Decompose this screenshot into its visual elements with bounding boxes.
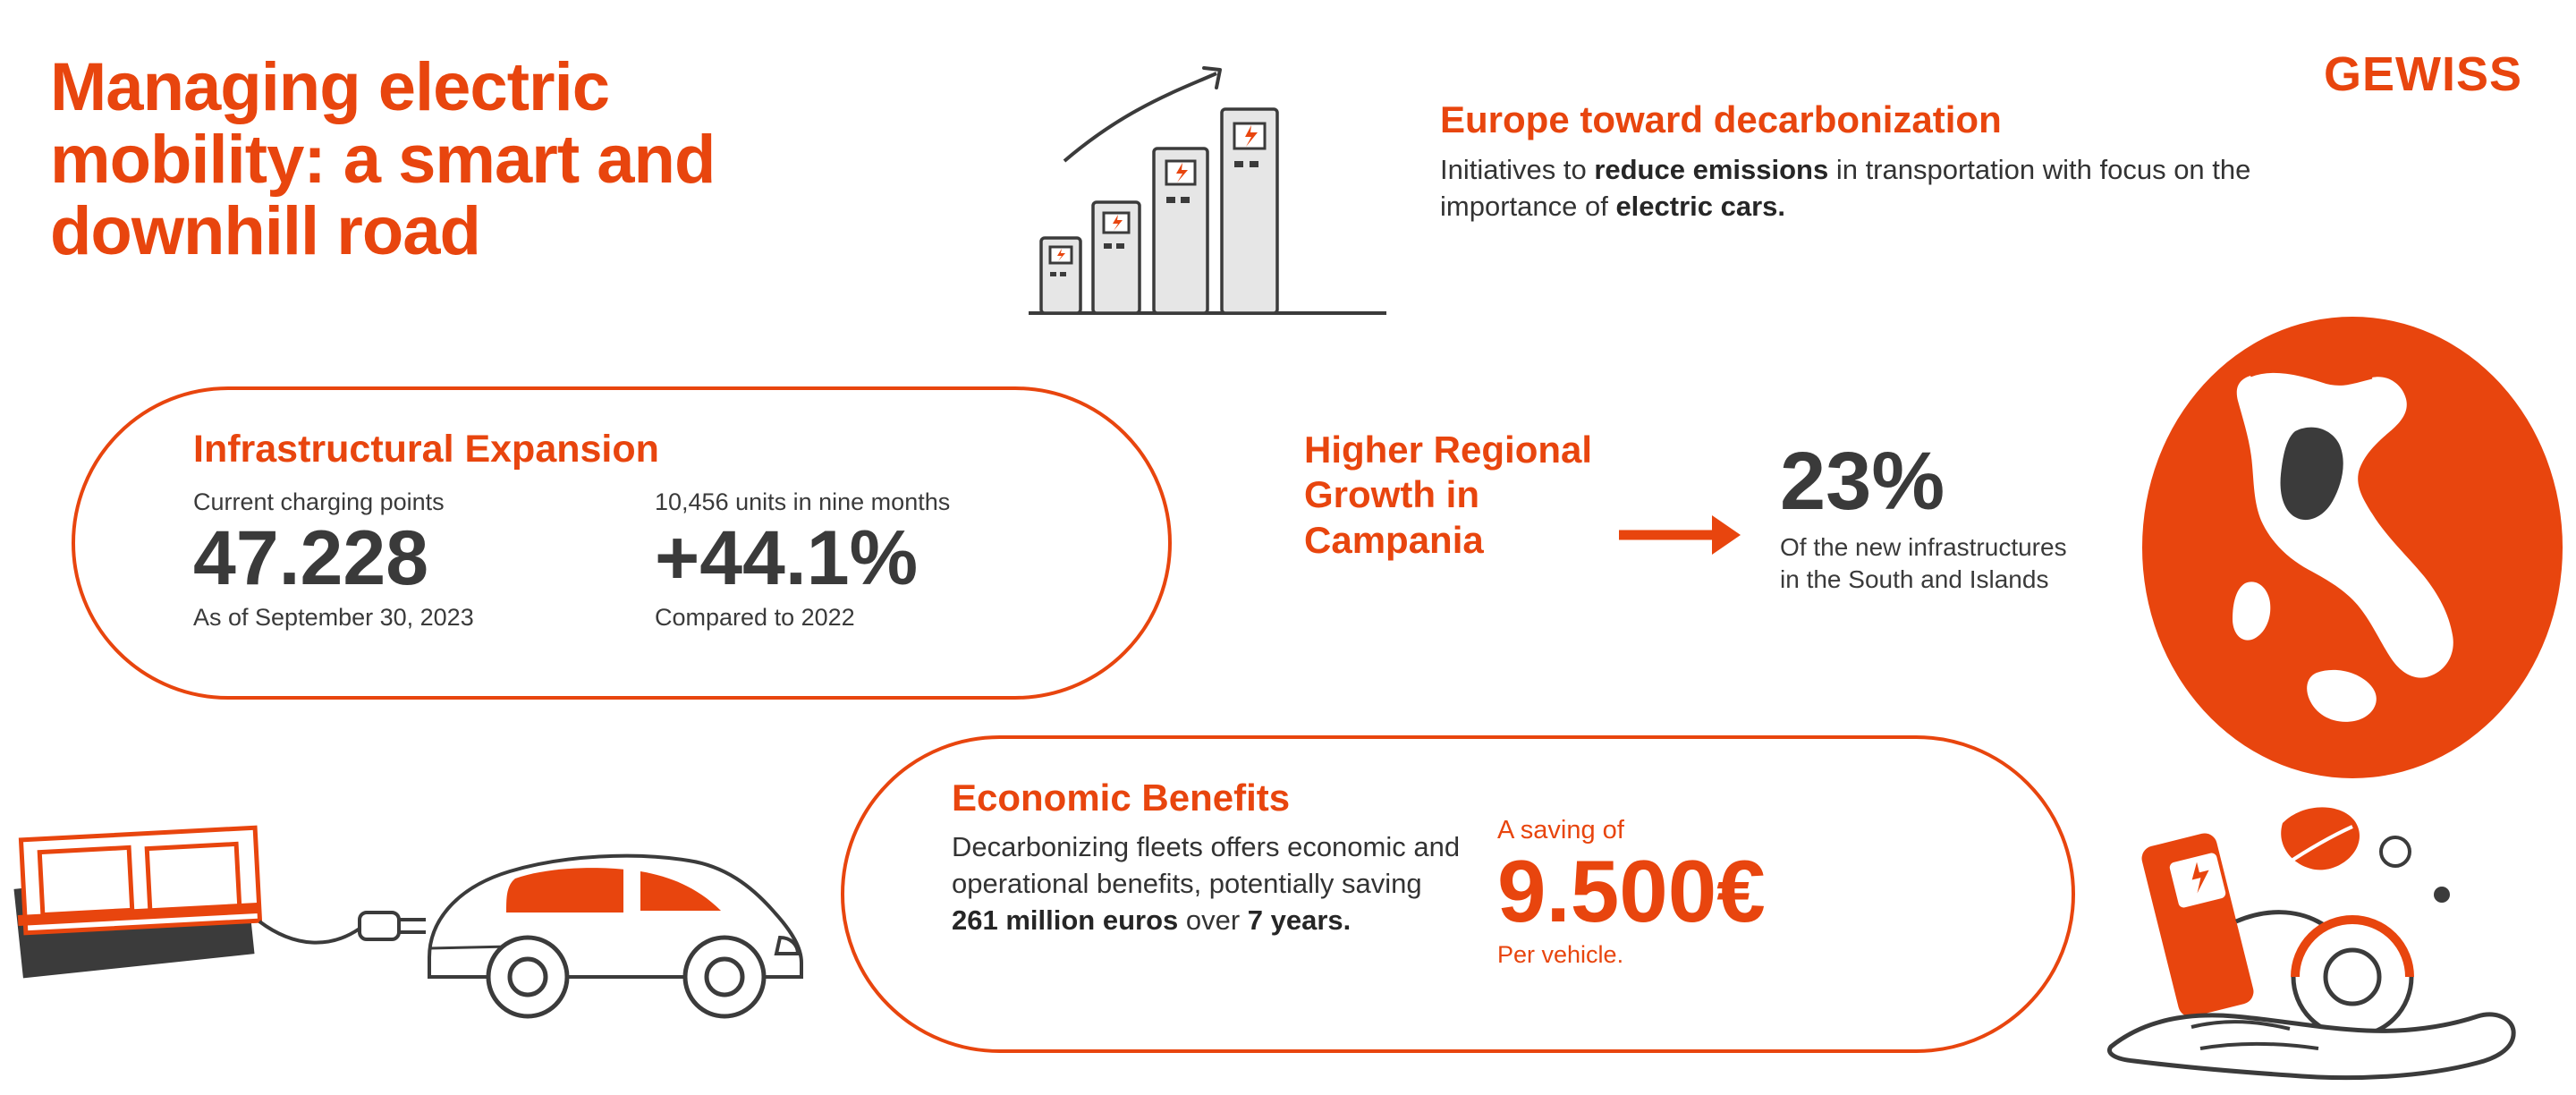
econ-bold-1: 261 million euros [952, 904, 1179, 937]
stat-subcaption: As of September 30, 2023 [193, 604, 474, 632]
decarb-text-2: in transportation with focus on the importance of [1440, 153, 2251, 222]
decarb-bold-2: electric cars. [1615, 190, 1786, 222]
decarbonization-text [1440, 152, 2352, 225]
regional-growth-percent: 23% [1780, 436, 1945, 527]
page-title: Managing electric mobility: a smart and downhill road [50, 49, 716, 270]
banknotes-icon [13, 828, 259, 978]
stat-value: 47.228 [193, 515, 429, 601]
saving-subcaption: Per vehicle. [1497, 940, 1624, 968]
regional-growth-heading: Higher Regional Growth in Campania [1304, 429, 1593, 561]
infrastructure-title: Infrastructural Expansion [193, 428, 659, 471]
economic-benefits-text [952, 828, 1470, 939]
charging-stations-icon [1029, 54, 1386, 340]
infrastructure-card [72, 386, 1172, 700]
decarbonization-block [1440, 98, 2352, 225]
hand-holding-charger-icon [2084, 787, 2567, 1082]
electric-car-icon [429, 856, 801, 1016]
saving-caption: A saving of [1497, 816, 1624, 845]
saving-stat [1497, 816, 1998, 969]
econ-bold-2: 7 years. [1247, 904, 1352, 937]
economic-benefits-card [841, 735, 2075, 1053]
stat-subcaption: Compared to 2022 [655, 604, 855, 632]
decarb-bold-1: reduce emissions [1594, 153, 1829, 185]
regional-growth-description: Of the new infrastructures in the South and Islands [1780, 533, 2067, 594]
decarb-text-1: Initiatives to [1440, 153, 1595, 185]
saving-amount: 9.500€ [1497, 842, 1766, 940]
arrow-right-icon [1619, 508, 1744, 562]
economic-benefits-title: Economic Benefits [952, 777, 1291, 819]
stat-caption: 10,456 units in nine months [655, 488, 951, 515]
econ-text-1: Decarbonizing fleets offers economic and operational benefits, potentially saving [952, 831, 1461, 900]
stat-charging-points [193, 488, 474, 632]
gewiss-logo: GEWISS [2323, 47, 2522, 101]
econ-text-2: over [1178, 904, 1248, 937]
decarbonization-heading: Europe toward decarbonization [1440, 98, 2002, 140]
stat-growth-rate [655, 488, 950, 632]
banknotes-car-illustration [9, 778, 814, 1047]
stat-caption: Current charging points [193, 488, 445, 515]
plug-icon [360, 912, 426, 939]
italy-map-icon [2138, 315, 2567, 780]
stat-value: +44.1% [655, 515, 919, 601]
regional-growth-stat [1780, 436, 2075, 597]
